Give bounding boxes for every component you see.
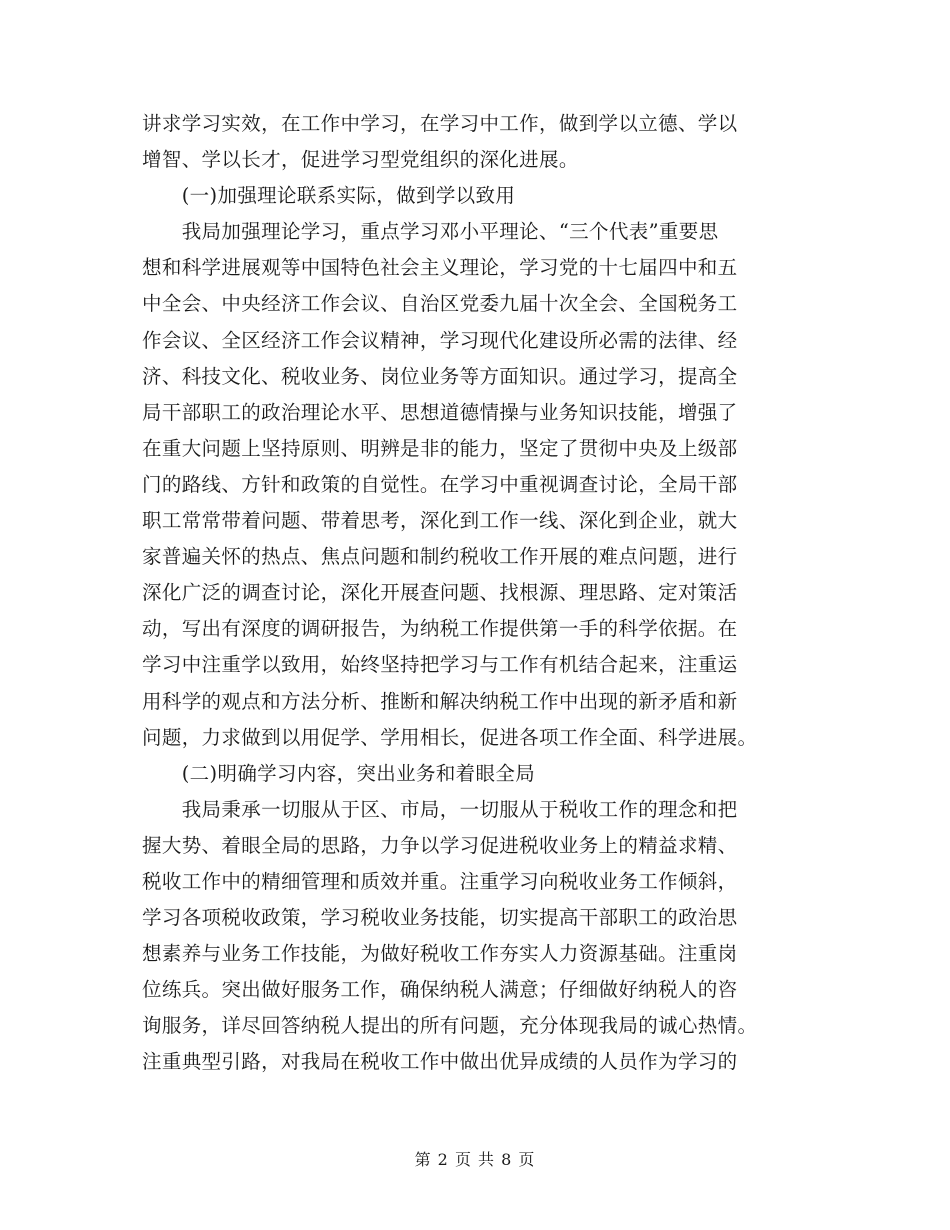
text-line: 职工常常带着问题、带着思考，深化到工作一线、深化到企业，就大 — [142, 509, 738, 533]
document-body — [142, 106, 812, 1081]
text-line: 增智、学以长才，促进学习型党组织的深化进展。 — [142, 148, 579, 172]
text-line: 位练兵。突出做好服务工作，确保纳税人满意；仔细做好纳税人的咨 — [142, 978, 738, 1002]
text-line: 深化广泛的调查讨论，深化开展查问题、找根源、理思路、定对策活 — [142, 581, 738, 605]
text-line: 握大势、着眼全局的思路，力争以学习促进税收业务上的精益求精、 — [142, 833, 738, 857]
text-line: 我局加强理论学习，重点学习邓小平理论、“三个代表”重要思 — [142, 220, 719, 244]
text-line: 中全会、中央经济工作会议、自治区党委九届十次全会、全国税务工 — [142, 292, 738, 316]
section-heading: (二)明确学习内容，突出业务和着眼全局 — [142, 761, 536, 785]
text-line: 学习中注重学以致用，始终坚持把学习与工作有机结合起来，注重运 — [142, 653, 738, 677]
text-line: 注重典型引路，对我局在税收工作中做出优异成绩的人员作为学习的 — [142, 1050, 738, 1074]
text-line: 动，写出有深度的调研报告，为纳税工作提供第一手的科学依据。在 — [142, 617, 738, 641]
text-line: 作会议、全区经济工作会议精神，学习现代化建设所必需的法律、经 — [142, 328, 738, 352]
text-line: 我局秉承一切服从于区、市局，一切服从于税收工作的理念和把 — [142, 797, 738, 821]
text-line: 学习各项税收政策，学习税收业务技能，切实提高干部职工的政治思 — [142, 906, 738, 930]
text-line: 用科学的观点和方法分析、推断和解决纳税工作中出现的新矛盾和新 — [142, 689, 738, 713]
text-line: 在重大问题上坚持原则、明辨是非的能力，坚定了贯彻中央及上级部 — [142, 436, 738, 460]
text-line: 局干部职工的政治理论水平、思想道德情操与业务知识技能，增强了 — [142, 400, 738, 424]
text-line: 想素养与业务工作技能，为做好税收工作夯实人力资源基础。注重岗 — [142, 942, 738, 966]
section-heading: (一)加强理论联系实际，做到学以致用 — [142, 184, 516, 208]
page-number-footer: 第 2 页 共 8 页 — [414, 1150, 536, 1169]
text-line: 税收工作中的精细管理和质效并重。注重学习向税收业务工作倾斜， — [142, 869, 738, 893]
text-line: 问题，力求做到以用促学、学用相长，促进各项工作全面、科学进展。 — [142, 725, 758, 749]
text-line: 济、科技文化、税收业务、岗位业务等方面知识。通过学习，提高全 — [142, 364, 738, 388]
text-line: 讲求学习实效，在工作中学习，在学习中工作，做到学以立德、学以 — [142, 112, 738, 135]
text-line: 家普遍关怀的热点、焦点问题和制约税收工作开展的难点问题，进行 — [142, 545, 738, 569]
text-line: 门的路线、方针和政策的自觉性。在学习中重视调查讨论，全局干部 — [142, 472, 738, 496]
text-line: 询服务，详尽回答纳税人提出的所有问题，充分体现我局的诚心热情。 — [142, 1014, 758, 1038]
text-line: 想和科学进展观等中国特色社会主义理论，学习党的十七届四中和五 — [142, 256, 738, 280]
